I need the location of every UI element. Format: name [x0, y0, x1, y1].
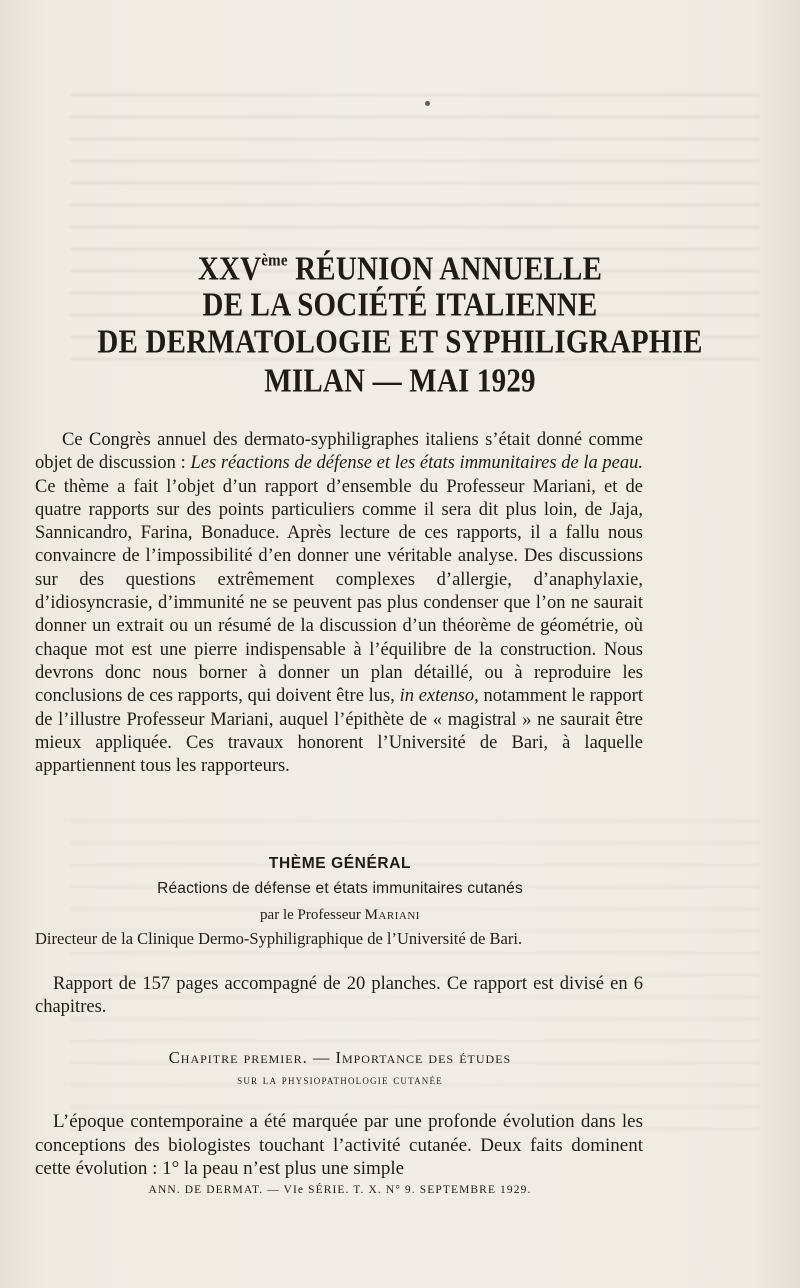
director-line: Directeur de la Clinique Dermo-Syphiligraphique de l’Université de Bari. [35, 929, 523, 948]
intro-paragraph: Ce Congrès annuel des dermato-syphiligraphes italiens s’était donné comme objet de discussion : Les réactions de défense et les états immunitaires de la peau. Ce thème a fait l’objet d’un rapport d’ensemble du Professeur Mariani, et de quatre rapports sur des points particuliers comme il sera dit plus loin, de Jaja, Sannicandro, Farina, Bonaduce. Après lecture de ces rapports, il a fallu nous convaincre de l’impossibilité d’en donner une véritable analyse. Des discussions sur des questions extrêmement complexes d’allergie, d’anaphylaxie, d’idiosyncrasie, d’immunité ne se peuvent pas plus condenser que l’on ne saurait donner un extrait ou un résumé de la discussion d’un théorème de géométrie, où chaque mot est une pierre indispensable à l’équilibre de la construction. Nous devrons donc nous borner à donner un plan détaillé, ou à reproduire les conclusions de ces rapports, qui doivent être lus, in extenso, notamment le rapport de l’illustre Professeur Mariani, auquel l’épithète de « magistral » ne saurait être mieux appliquée. Ces travaux honorent l’Université de Bari, à laquelle appartiennent tous les rapporteurs. [35, 430, 644, 777]
chapter-subheading: sur la physiopathologie cutanée [237, 1072, 443, 1087]
theme-heading: THÈME GÉNÉRAL [268, 855, 412, 872]
byline: par le Professeur Mariani [260, 907, 420, 923]
title-line-2: DE LA SOCIÉTÉ ITALIENNE [202, 286, 598, 324]
chapter-paragraph: L’époque contemporaine a été marquée par une profonde évolution dans les conceptions des biologistes touchant l’activité cutanée. Deux faits dominent cette évolution : 1° la peau n’est plus une simple [35, 1111, 643, 1179]
ink-dot [425, 101, 430, 106]
footer-citation: ANN. DE DERMAT. — VIe SÉRIE. T. X. N° 9. SEPTEMBRE 1929. [148, 1184, 532, 1196]
report-summary: Rapport de 157 pages accompagné de 20 planches. Ce rapport est divisé en 6 chapitres. [35, 974, 643, 1018]
title-line-3: DE DERMATOLOGIE ET SYPHILIGRAPHIE [97, 323, 703, 361]
title-line-4: MILAN — MAI 1929 [264, 362, 536, 400]
title-line-1: XXVème RÉUNION ANNUELLE [197, 250, 603, 288]
theme-subtitle: Réactions de défense et états immunitaires cutanés [157, 880, 523, 897]
chapter-heading: Chapitre premier. — Importance des études [168, 1048, 512, 1067]
